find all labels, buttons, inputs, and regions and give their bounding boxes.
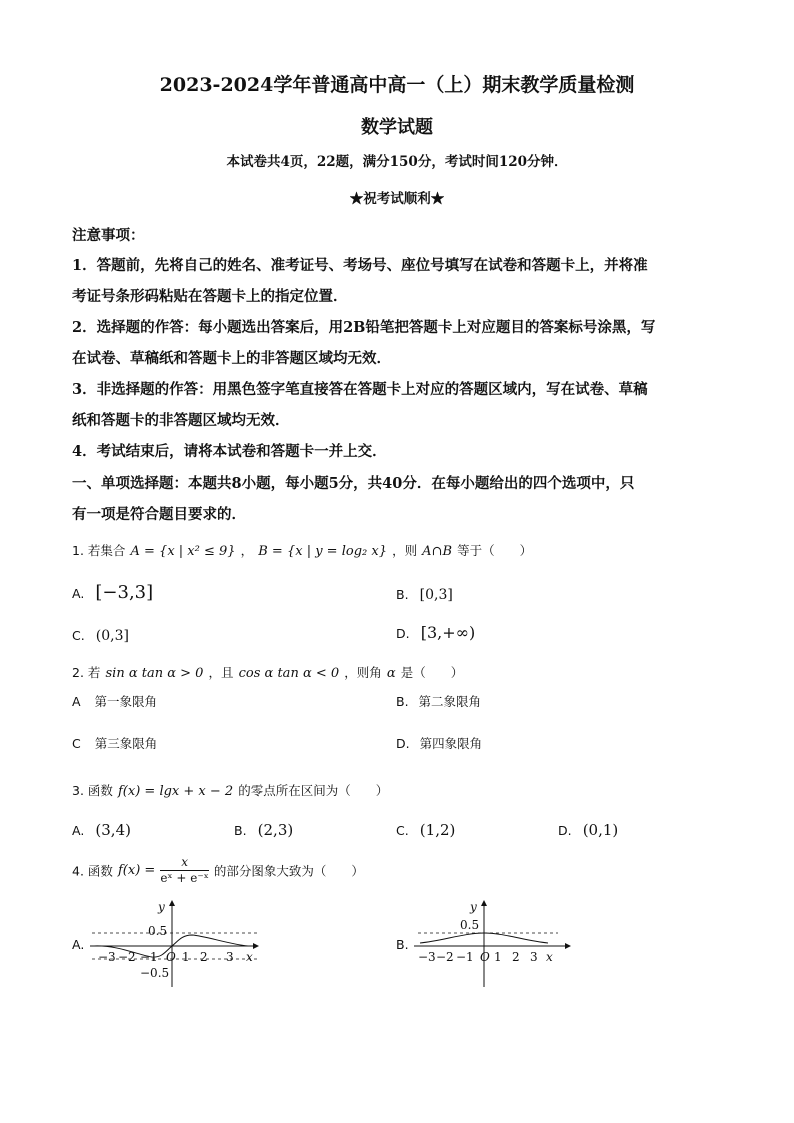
section-1-line-1: 一、单项选择题：本题共8小题，每小题5分，共40分．在每小题给出的四个选项中，只 — [72, 475, 635, 492]
q1-expression: A∩B — [422, 544, 453, 559]
x-tick: −3 — [418, 950, 436, 964]
q1-option-a[interactable]: A. [−3,3] — [72, 582, 154, 603]
x-tick: −1 — [456, 950, 474, 964]
x-tick: 3 — [226, 950, 234, 964]
q1-option-b[interactable]: B. [0,3] — [396, 587, 453, 603]
exam-title: 2023-2024学年普通高中高一（上）期末教学质量检测 — [159, 74, 635, 96]
question-2-stem: 2. 若 sin α tan α > 0 ，且 cos α tan α < 0 ，则角 α 是（ ） — [72, 665, 464, 681]
q2-condition-2: cos α tan α < 0 — [238, 666, 340, 681]
x-axis-label: x — [246, 950, 253, 964]
y-axis-label: y — [470, 900, 477, 914]
q2-option-d[interactable]: D. 第四象限角 — [396, 736, 483, 751]
question-3-stem: 3. 函数 f(x) = lgx + x − 2 的零点所在区间为（ ） — [72, 783, 389, 799]
q1-option-c[interactable]: C. (0,3] — [72, 628, 129, 644]
q3-function: f(x) = lgx + x − 2 — [118, 784, 234, 799]
q4-fraction: $\frac{x}{\text{eˣ + e⁻ˣ}}$ — [160, 855, 209, 885]
x-tick: 1 — [494, 950, 502, 964]
q1-option-d[interactable]: D. [3,+∞) — [396, 623, 476, 642]
x-axis-label: x — [546, 950, 553, 964]
section-1-line-2: 有一项是符合题目要求的． — [72, 506, 246, 523]
x-tick: −2 — [118, 950, 136, 964]
question-4-stem: 4. 函数 f(x) = $\frac{x}{\text{eˣ + e⁻ˣ}}$ 的部分图象大致为（ ） — [72, 855, 364, 885]
q1-set-a: A = {x | x² ≤ 9} — [130, 544, 236, 559]
q3-option-c[interactable]: C. (1,2) — [396, 821, 456, 839]
x-tick: 3 — [530, 950, 538, 964]
x-tick: 2 — [512, 950, 520, 964]
x-tick: −3 — [98, 950, 116, 964]
q1-prefix: 1. 若集合 — [72, 543, 126, 558]
q3-option-d[interactable]: D. (0,1) — [558, 821, 619, 839]
origin-label: O — [480, 950, 490, 964]
q2-option-c[interactable]: C 第三象限角 — [72, 736, 158, 751]
exam-subtitle: 数学试题 — [361, 117, 433, 138]
note-2-line-2: 在试卷、草稿纸和答题卡上的非答题区域均无效． — [72, 350, 391, 367]
question-1-stem: 1. 若集合 A = {x | x² ≤ 9} ， B = {x | y = log₂ x} ，则 A∩B 等于（ ） — [72, 543, 533, 559]
q2-option-b[interactable]: B. 第二象限角 — [396, 694, 482, 709]
q4-option-a-label[interactable]: A. — [72, 937, 85, 952]
notes-heading: 注意事项： — [72, 227, 145, 244]
y-tick-top: 0.5 — [148, 924, 168, 938]
q3-option-a[interactable]: A. (3,4) — [72, 821, 131, 839]
x-tick: −1 — [140, 950, 158, 964]
note-1-line-1: 1．答题前，先将自己的姓名、准考证号、考场号、座位号填写在试卷和答题卡上，并将准 — [72, 257, 648, 274]
note-4: 4．考试结束后，请将本试卷和答题卡一并上交． — [72, 443, 387, 460]
note-3-line-2: 纸和答题卡的非答题区域均无效． — [72, 412, 290, 429]
q4-graph-a[interactable] — [88, 895, 268, 990]
q4-option-b-label[interactable]: B. — [396, 937, 409, 952]
origin-label: O — [166, 950, 176, 964]
q4-graph-b[interactable] — [412, 895, 592, 990]
note-3-line-1: 3．非选择题的作答：用黑色签字笔直接答在答题卡上对应的答题区域内，写在试卷、草稿 — [72, 381, 648, 398]
x-tick: 1 — [182, 950, 190, 964]
q1-set-b: B = {x | y = log₂ x} — [258, 544, 387, 559]
q3-option-b[interactable]: B. (2,3) — [234, 821, 294, 839]
exam-wish: ★祝考试顺利★ — [349, 191, 445, 207]
q2-condition-1: sin α tan α > 0 — [105, 666, 204, 681]
note-2-line-1: 2．选择题的作答：每小题选出答案后，用2B铅笔把答题卡上对应题目的答案标号涂黑，写 — [72, 319, 656, 336]
y-axis-label: y — [158, 900, 165, 914]
q2-option-a[interactable]: A 第一象限角 — [72, 694, 158, 709]
x-tick: −2 — [436, 950, 454, 964]
exam-info: 本试卷共4页，22题，满分150分，考试时间120分钟． — [226, 154, 568, 170]
y-tick-top: 0.5 — [460, 918, 480, 932]
note-1-line-2: 考证号条形码粘贴在答题卡上的指定位置． — [72, 288, 348, 305]
y-tick-bottom: −0.5 — [140, 966, 170, 980]
x-tick: 2 — [200, 950, 208, 964]
